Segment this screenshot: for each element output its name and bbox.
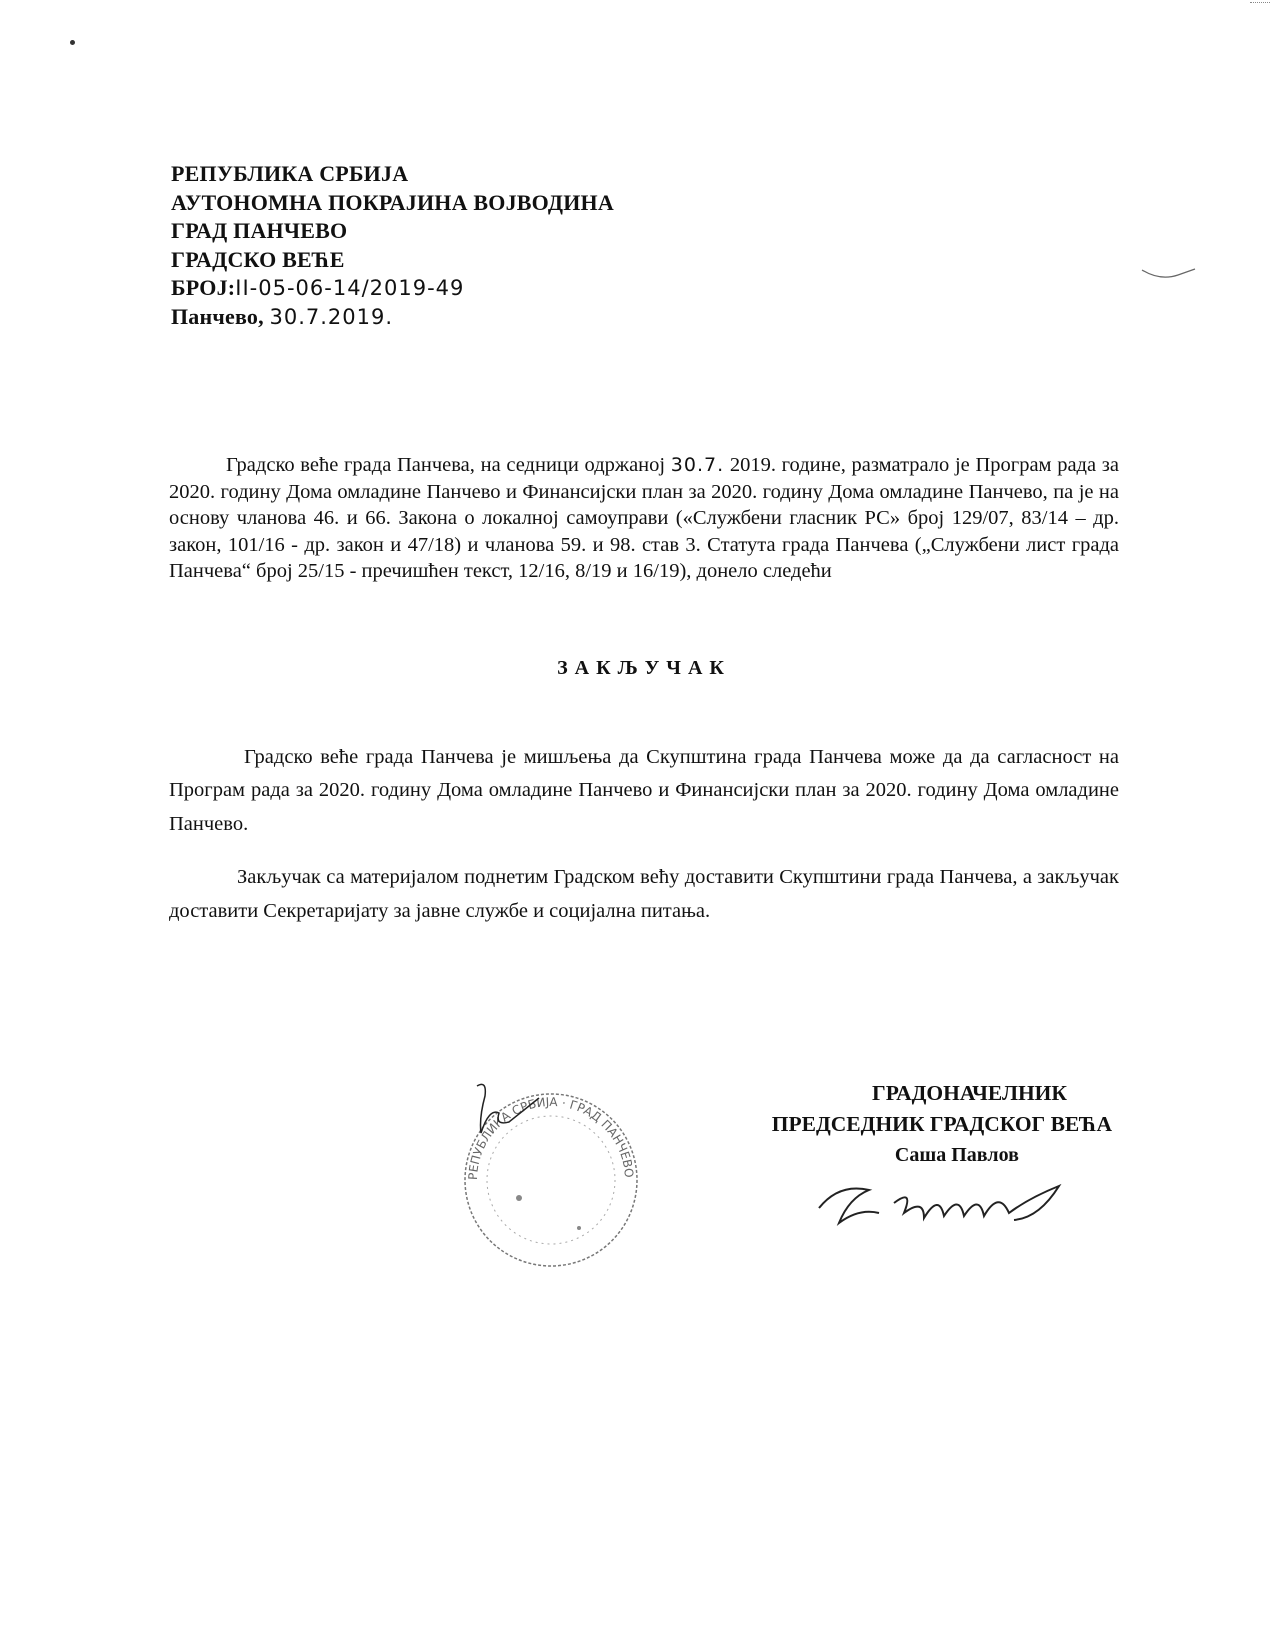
number-value-handwritten: II-05-06-14/2019-49 <box>235 276 465 300</box>
conclusion-paragraph <box>169 741 1119 842</box>
document-title: ЗАКЉУЧАК <box>557 656 731 679</box>
number-label: БРОЈ: <box>171 275 236 300</box>
handwritten-signature <box>809 1178 1089 1238</box>
scan-speck <box>70 40 75 45</box>
header-line: ГРАДСКО ВЕЋЕ <box>171 246 345 272</box>
scan-corner-speck <box>1250 2 1270 13</box>
document-date <box>171 303 614 332</box>
delivery-paragraph <box>169 861 1119 928</box>
delivery-text: Закључак са материјалом поднетим Градском већу доставити Скупштини града Панчева, а закључак доставити Секретаријату за јавне службе и социјална питања. <box>169 866 1119 922</box>
date-value-handwritten: 30.7.2019. <box>269 304 394 329</box>
header-line: РЕПУБЛИКА СРБИЈА <box>171 161 409 186</box>
signatory-name: Саша Павлов <box>894 1144 1019 1166</box>
conclusion-text: Градско веће града Панчева је мишљења да Скупштина града Панчева може да да сагласност на Програм рада за 2020. годину Дома омладине Панчево и Финансијски план за 2020. годину Дома омладине Панчево. <box>169 745 1119 835</box>
document-number <box>171 274 614 303</box>
intro-text-1: Градско веће града Панчева, на седници одржаној <box>226 454 671 476</box>
signature-area <box>169 1078 1119 1288</box>
signature-block <box>772 1078 1112 1171</box>
stamp-text: РЕПУБЛИКА СРБИЈА · ГРАД ПАНЧЕВО <box>465 1094 637 1181</box>
header-line: АУТОНОМНА ПОКРАЈИНА ВОЈВОДИНА <box>171 189 614 215</box>
header-line: ГРАД ПАНЧЕВО <box>171 218 348 243</box>
document-header <box>171 160 614 331</box>
intro-handwritten-date: 30.7. <box>670 454 725 476</box>
initials-handwritten <box>469 1078 549 1148</box>
signature-title-president: ПРЕДСЕДНИК ГРАДСКОГ ВЕЋА <box>771 1112 1112 1136</box>
place-label: Панчево, <box>171 303 264 329</box>
intro-paragraph <box>169 452 1119 585</box>
intro-text-2: 2019. године, разматрало је Програм рада за 2020. годину Дома омладине Панчево и Финансијски план за 2020. годину Дома омладине Панчево, па је на основу чланова 46. и 66. Закона о локалној самоуправи («Службени гласник РС» број 129/07, 83/14 – др. закон, 101/16 - др. закон и 47/18) и чланова 59. и 98. став 3. Статута града Панчева („Службени лист града Панчева“ број 25/15 - пречишћен текст, 12/16, 8/19 и 16/19), донело следећи <box>169 454 1119 582</box>
document-body <box>169 452 1119 1288</box>
scan-mark <box>1140 265 1200 285</box>
signature-title-mayor: ГРАДОНАЧЕЛНИК <box>872 1081 1067 1105</box>
